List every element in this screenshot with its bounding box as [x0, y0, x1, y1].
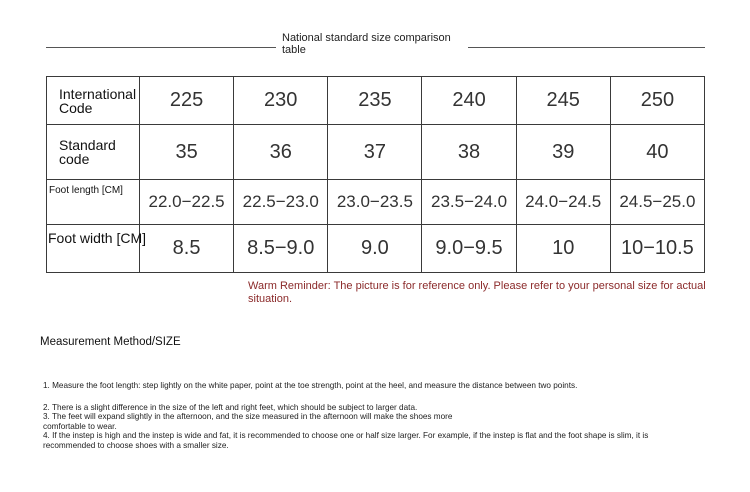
- title-rule-left: [46, 47, 276, 48]
- table-cell: 250: [610, 77, 704, 125]
- table-cell: 35: [140, 125, 234, 180]
- table-cell: 24.5−25.0: [610, 180, 704, 225]
- measurement-method-heading: Measurement Method/SIZE: [40, 336, 181, 348]
- step-item: 2. There is a slight difference in the size of the left and right feet, which should be subject to larger data.: [43, 402, 418, 412]
- table-cell: 37: [328, 125, 422, 180]
- table-row: [47, 180, 705, 225]
- table-row: [47, 77, 705, 125]
- table-cell: 22.0−22.5: [140, 180, 234, 225]
- table-cell: 39: [516, 125, 610, 180]
- row-header: Foot width [CM]: [47, 225, 140, 273]
- table-cell: 40: [610, 125, 704, 180]
- warm-reminder: Warm Reminder: The picture is for reference only. Please refer to your personal size for actual situation.: [248, 280, 706, 305]
- size-comparison-table: [46, 76, 705, 273]
- table-title: National standard size comparison table: [282, 32, 451, 56]
- step-item: 3. The feet will expand slightly in the afternoon, and the size measured in the afternoon will make the shoes more comfortable to wear.: [43, 412, 453, 431]
- table-cell: 245: [516, 77, 610, 125]
- row-header: Standard code: [47, 125, 140, 180]
- row-header: Foot length [CM]: [47, 180, 140, 225]
- table-cell: 23.5−24.0: [422, 180, 516, 225]
- table-cell: 22.5−23.0: [234, 180, 328, 225]
- table-cell: 24.0−24.5: [516, 180, 610, 225]
- step-item: 1. Measure the foot length: step lightly on the white paper, point at the toe strength, point at the heel, and measure the distance between two points.: [43, 381, 578, 390]
- table-cell: 10−10.5: [610, 225, 704, 273]
- table-cell: 10: [516, 225, 610, 273]
- title-rule-right: [468, 47, 705, 48]
- step-item: 4. If the instep is high and the instep is wide and fat, it is recommended to choose one or half size larger. For example, if the instep is flat and the foot shape is slim, it is recommended to choose shoes with a smaller size.: [43, 431, 649, 450]
- table-row: [47, 125, 705, 180]
- table-cell: 230: [234, 77, 328, 125]
- table-cell: 8.5: [140, 225, 234, 273]
- table-cell: 9.0: [328, 225, 422, 273]
- table-cell: 240: [422, 77, 516, 125]
- table-cell: 225: [140, 77, 234, 125]
- table-cell: 38: [422, 125, 516, 180]
- table-row: [47, 225, 705, 273]
- row-header: International Code: [47, 77, 140, 125]
- table-cell: 235: [328, 77, 422, 125]
- table-cell: 23.0−23.5: [328, 180, 422, 225]
- table-cell: 8.5−9.0: [234, 225, 328, 273]
- table-cell: 9.0−9.5: [422, 225, 516, 273]
- measurement-steps: [43, 381, 733, 451]
- table-cell: 36: [234, 125, 328, 180]
